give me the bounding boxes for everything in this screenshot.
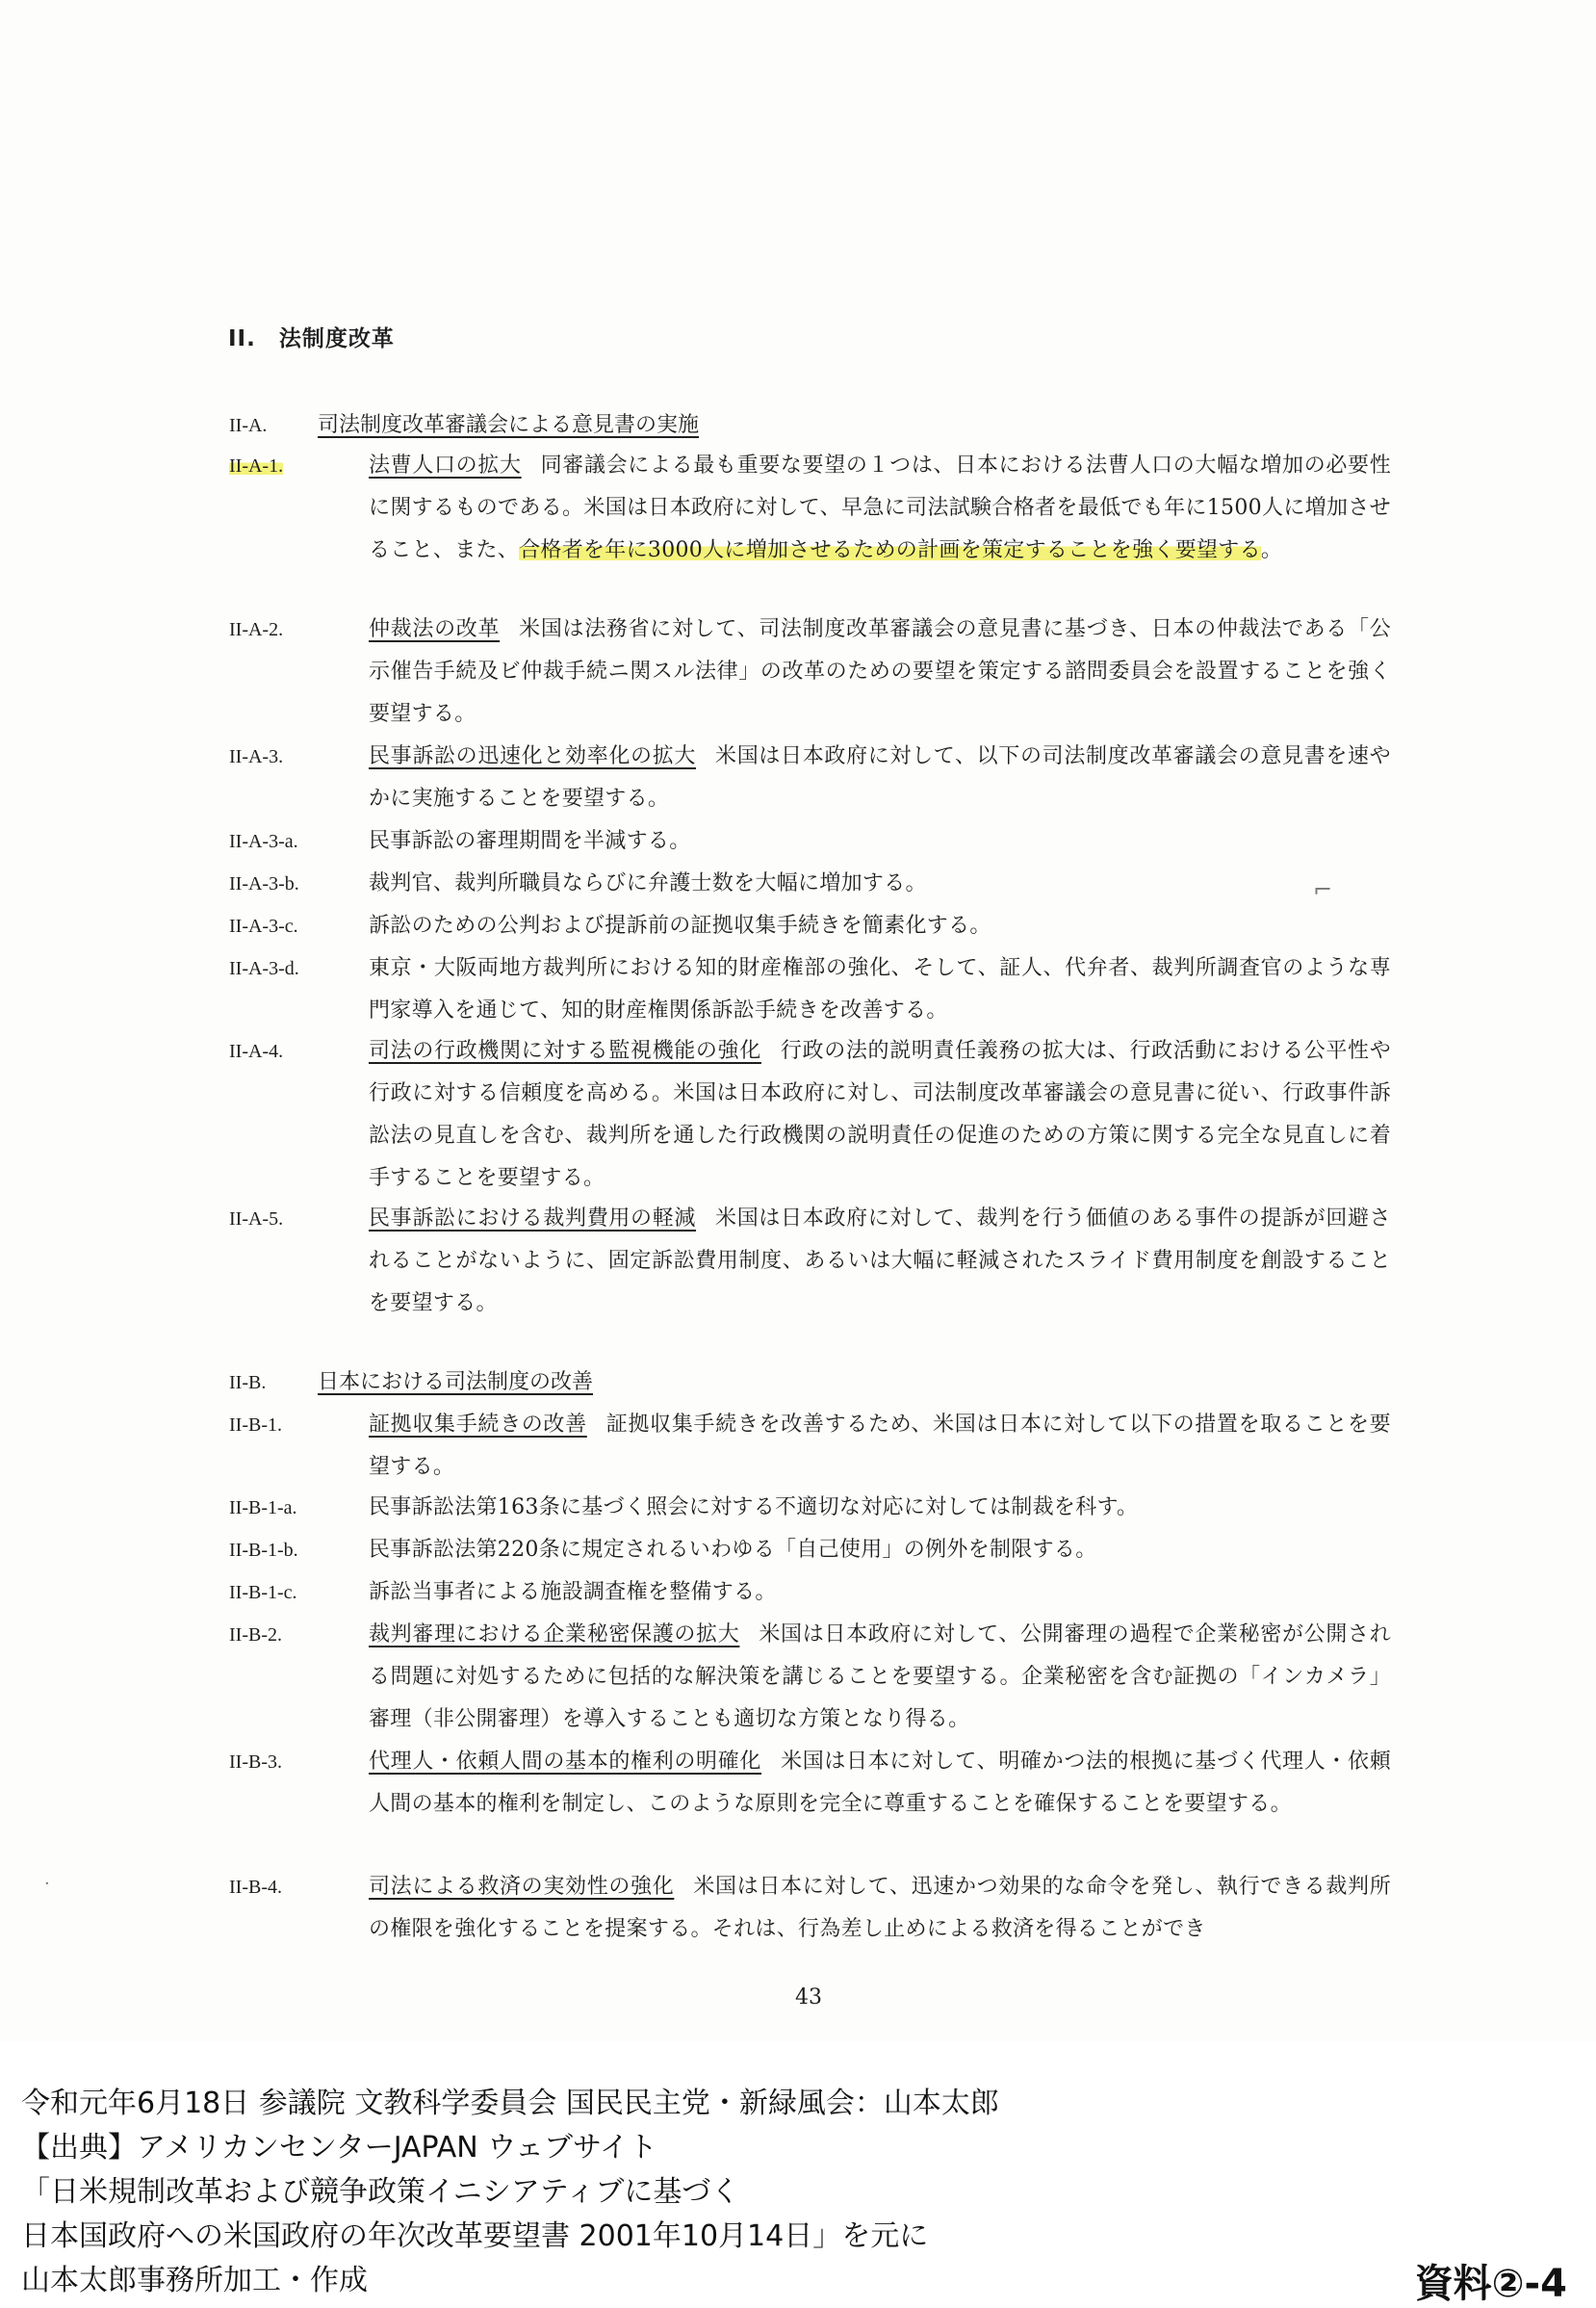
highlight-mark: II-A-1.: [229, 455, 284, 477]
item-title: 司法制度改革審議会による意見書の実施: [318, 413, 700, 437]
item-title: 証拠収集手続きの改善: [369, 1413, 587, 1437]
item-text: 同審議会による最も重要な要望の１つは、日本における法曹人口の大幅な増加の必要性に関するものである。米国は日本政府に対して、早急に司法試験合格者を最低でも年に1500人に増加させること、また、: [369, 454, 1391, 562]
item-number: II-A-3-c.: [229, 916, 298, 937]
footer-line: 日本国政府への米国政府の年次改革要望書 2001年10月14日」を元に: [21, 2219, 929, 2253]
scan-mark: ⌐: [1313, 876, 1333, 903]
item-body: [369, 1741, 1391, 1826]
footer-line: 【出典】アメリカンセンターJAPAN ウェブサイト: [21, 2131, 657, 2165]
item-body: [369, 1404, 1391, 1489]
item-text: 証拠収集手続きを改善するため、米国は日本に対して以下の措置を取ることを要望する。: [369, 1413, 1391, 1479]
item-body: 裁判官、裁判所職員ならびに弁護士数を大幅に増加する。: [369, 871, 927, 895]
item-title: 仲裁法の改革: [369, 617, 501, 641]
item-number: II-A-3-d.: [229, 958, 299, 979]
item-number: II-B-1-a.: [229, 1497, 297, 1518]
item-number: II-A.: [229, 415, 268, 436]
item-text: 米国は日本政府に対して、公開審理の過程で企業秘密が公開される問題に対処するために包括的な解決策を講じることを要望する。企業秘密を含む証拠の「インカメラ」審理（非公開審理）を導入することも適切な方策となり得る。: [369, 1622, 1391, 1731]
item-number: II-A-4.: [229, 1041, 284, 1062]
page-number: 43: [795, 1985, 822, 2010]
item-number: II-B-1-c.: [229, 1582, 297, 1603]
item-title: 司法の行政機関に対する監視機能の強化: [369, 1039, 761, 1063]
scan-mark: ·: [44, 1874, 50, 1894]
item-text: 米国は日本に対して、明確かつ法的根拠に基づく代理人・依頼人間の基本的権利を制定し、このような原則を完全に尊重することを確保することを要望する。: [369, 1750, 1391, 1816]
item-body: 民事訴訟法第163条に基づく照会に対する不適切な対応に対しては制裁を科す。: [369, 1495, 1139, 1519]
item-title: 民事訴訟における裁判費用の軽減: [369, 1206, 697, 1231]
item-title: 裁判審理における企業秘密保護の拡大: [369, 1622, 740, 1647]
item-text: 米国は法務省に対して、司法制度改革審議会の意見書に基づき、日本の仲裁法である「公示催告手続及ビ仲裁手続ニ関スル法律」の改革のための要望を策定する諮問委員会を設置することを強く要望する。: [369, 617, 1391, 726]
item-body: 民事訴訟の審理期間を半減する。: [369, 829, 691, 853]
item-number: II-A-3-a.: [229, 831, 298, 852]
item-title: 日本における司法制度の改善: [318, 1370, 594, 1394]
item-title: 法曹人口の拡大: [369, 454, 522, 478]
item-number: II-B.: [229, 1372, 267, 1393]
item-number: II-B-1-b.: [229, 1540, 298, 1561]
item-text: 行政の法的説明責任義務の拡大は、行政活動における公平性や行政に対する信頼度を高める。米国は日本政府に対し、司法制度改革審議会の意見書に従い、行政事件訴訟法の見直しを含む、裁判所を通した行政機関の説明責任の促進のための方策に関する完全な見直しに着手することを要望する。: [369, 1039, 1392, 1190]
document-badge: 資料②-4: [1414, 2262, 1567, 2306]
item-number: II-A-5.: [229, 1208, 284, 1230]
item-title: 代理人・依頼人間の基本的権利の明確化: [369, 1750, 762, 1774]
item-text: 米国は日本に対して、迅速かつ効果的な命令を発し、執行できる裁判所の権限を強化することを提案する。それは、行為差し止めによる救済を得ることができ: [369, 1875, 1391, 1941]
item-body: [369, 1614, 1391, 1741]
item-text: 。: [1260, 538, 1283, 562]
item-body: [369, 445, 1391, 572]
item-body: 民事訴訟法第220条に規定されるいわゆる「自己使用」の例外を制限する。: [369, 1538, 1097, 1562]
footer-line: 「日米規制改革および競争政策イニシアティブに基づく: [21, 2175, 740, 2209]
item-body: 訴訟のための公判および提訴前の証拠収集手続きを簡素化する。: [369, 914, 991, 938]
item-title: 民事訴訟の迅速化と効率化の拡大: [369, 744, 697, 768]
item-number: II-B-4.: [229, 1877, 282, 1898]
item-number: II-B-3.: [229, 1751, 282, 1773]
footer-line: 令和元年6月18日 参議院 文教科学委員会 国民民主党・新緑風会：山本太郎: [21, 2087, 999, 2120]
item-number: II-A-3-b.: [229, 873, 299, 895]
highlighted-text: 合格者を年に3000人に増加させるための計画を策定することを強く要望する: [519, 538, 1261, 562]
item-body: [369, 1866, 1391, 1951]
item-body: 訴訟当事者による施設調査権を整備する。: [369, 1580, 777, 1604]
item-number: II-B-1.: [229, 1414, 282, 1436]
footer-citation: [21, 2082, 999, 2303]
item-number: [229, 445, 283, 487]
item-body: [369, 609, 1391, 736]
item-body: [369, 1198, 1391, 1325]
footer-line: 山本太郎事務所加工・作成: [21, 2264, 368, 2297]
section-heading: II. 法制度改革: [228, 326, 395, 351]
item-body: [369, 736, 1391, 820]
item-text: 米国は日本政府に対して、以下の司法制度改革審議会の意見書を速やかに実施することを要望する。: [369, 744, 1391, 811]
item-body: 東京・大阪両地方裁判所における知的財産権部の強化、そして、証人、代弁者、裁判所調査官のような専門家導入を通じて、知的財産権関係訴訟手続きを改善する。: [369, 956, 1391, 1023]
item-text: 米国は日本政府に対して、裁判を行う価値のある事件の提訴が回避されることがないように、固定訴訟費用制度、あるいは大幅に軽減されたスライド費用制度を創設することを要望する。: [369, 1206, 1391, 1315]
item-title: 司法による救済の実効性の強化: [369, 1875, 675, 1899]
item-number: II-A-2.: [229, 619, 284, 640]
item-number: II-B-2.: [229, 1624, 282, 1646]
item-body: [369, 1030, 1391, 1200]
item-number: II-A-3.: [229, 746, 284, 767]
